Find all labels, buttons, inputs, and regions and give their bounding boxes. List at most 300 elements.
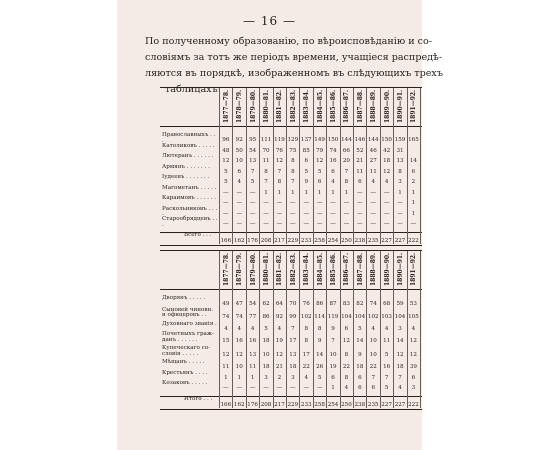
table-cell: —: [343, 210, 350, 217]
intro-line: таблицахъ:: [165, 84, 221, 95]
table-cell: 1: [331, 385, 335, 391]
column-divider: [326, 88, 327, 244]
table-cell: 50: [235, 147, 243, 154]
table-cell: 144: [341, 137, 352, 143]
table-cell: 114: [314, 313, 325, 320]
table-row: [160, 154, 422, 165]
column-divider: [326, 251, 327, 408]
row-label: Раскольниковъ . . . .: [162, 205, 218, 218]
table-cell: 7: [398, 374, 402, 381]
column-divider: [273, 88, 274, 244]
table-cell: 96: [222, 137, 230, 143]
column-divider: [232, 251, 233, 408]
table-cell: 1: [331, 189, 335, 196]
table-cell: 1: [237, 374, 242, 381]
table-cell: —: [410, 221, 417, 227]
table-cell: 162: [233, 237, 245, 244]
table-cell: 1: [304, 189, 309, 196]
table-cell: —: [370, 221, 377, 227]
table-cell: 13: [249, 158, 257, 164]
table-cell: 4: [344, 385, 349, 391]
table-cell: 3: [398, 325, 402, 332]
table-cell: 104: [394, 313, 406, 320]
row-label: Католиковъ . . . . .: [162, 142, 215, 149]
table-cell: 8: [277, 179, 282, 185]
table-cell: 16: [383, 364, 391, 370]
table-cell: —: [316, 385, 323, 391]
table-cell: 229: [287, 401, 299, 408]
table-cell: 119: [327, 313, 339, 320]
table-cell: —: [223, 210, 229, 217]
column-divider: [340, 251, 341, 408]
table-religion: [160, 87, 422, 246]
table-cell: 70: [289, 301, 297, 307]
table-cell: 9: [317, 338, 322, 344]
table-cell: 7: [250, 168, 255, 175]
table-cell: 235: [367, 401, 379, 408]
table-cell: 12: [409, 338, 417, 344]
table-cell: 7: [331, 338, 335, 344]
table-cell: 229: [287, 237, 299, 244]
table-cell: —: [249, 221, 256, 227]
table-cell: 227: [394, 237, 406, 244]
table-cell: 92: [275, 313, 283, 320]
table-cell: 5: [224, 179, 228, 185]
table-cell: 9: [331, 325, 335, 332]
table-cell: 22: [369, 364, 377, 370]
table-cell: 8: [344, 179, 349, 185]
table-cell: 18: [356, 364, 364, 370]
table-cell: 217: [274, 401, 285, 408]
table-cell: 11: [262, 158, 270, 164]
table-cell: 9: [304, 179, 309, 185]
table-cell: 11: [222, 364, 230, 370]
row-label: Лютеранъ . . . . . .: [162, 153, 214, 159]
table-cell: —: [330, 221, 336, 227]
table-cell: 18: [262, 364, 270, 370]
table-cell: 4: [411, 325, 416, 332]
table-cell: —: [276, 221, 283, 227]
table-cell: —: [223, 221, 229, 227]
column-divider: [393, 251, 394, 408]
table-cell: 14: [356, 338, 364, 344]
table-cell: 150: [381, 137, 392, 143]
table-cell: 5: [224, 168, 228, 175]
table-cell: 16: [329, 158, 337, 164]
column-divider: [313, 88, 314, 244]
table-cell: 2: [277, 374, 282, 381]
table-cell: —: [370, 200, 377, 206]
table-cell: 1: [291, 189, 295, 196]
column-divider: [407, 88, 408, 244]
table-cell: 6: [358, 374, 362, 381]
table-cell: 8: [344, 374, 349, 381]
column-divider: [393, 88, 394, 244]
column-divider: [232, 88, 233, 244]
table-cell: 1: [411, 200, 416, 206]
table-cell: —: [249, 200, 256, 206]
table-cell: 79: [316, 147, 324, 154]
row-label: Козаковъ . . . . .: [162, 380, 208, 386]
table-cell: 5: [384, 352, 389, 358]
table-cell: 22: [342, 364, 350, 370]
table-cell: 26: [316, 364, 324, 370]
table-cell: 165: [408, 137, 419, 143]
table-cell: 7: [371, 374, 376, 381]
table-cell: 4: [331, 179, 335, 185]
year-header: 1877—78.: [222, 252, 230, 286]
table-cell: 208: [260, 401, 272, 408]
table-cell: 7: [291, 325, 295, 332]
table-cell: 1: [250, 374, 255, 381]
table-cell: 105: [408, 313, 419, 320]
table-cell: 92: [235, 137, 243, 143]
table-cell: 150: [327, 137, 339, 143]
column-divider: [366, 88, 367, 244]
table-row: [160, 296, 422, 308]
table-cell: 6: [331, 374, 335, 381]
table-cell: 54: [249, 301, 257, 307]
table-cell: 149: [314, 137, 325, 143]
table-cell: —: [383, 221, 390, 227]
table-cell: 10: [235, 158, 243, 164]
year-header: 1888—89.: [370, 89, 378, 123]
table-cell: —: [263, 200, 269, 206]
year-header: 1891—92.: [410, 89, 418, 123]
table-cell: —: [236, 189, 243, 196]
table-cell: 250: [341, 401, 352, 408]
table-cell: —: [223, 385, 229, 391]
table-cell: 18: [383, 158, 391, 164]
table-cell: —: [383, 210, 390, 217]
year-header: 1890—91.: [397, 89, 404, 123]
table-cell: —: [343, 200, 350, 206]
table-cell: 129: [287, 137, 299, 143]
year-header: 1882—83.: [289, 89, 297, 123]
table-cell: 233: [300, 401, 312, 408]
table-cell: 14: [396, 338, 404, 344]
table-row: [160, 217, 422, 228]
year-header: 1878—79.: [236, 89, 244, 123]
row-label: Почетныхъ граж- данъ . . . . . .: [162, 331, 214, 343]
table-cell: 3: [291, 374, 295, 381]
total-row: [160, 396, 422, 409]
table-cell: 1: [317, 189, 322, 196]
table-cell: —: [370, 189, 377, 196]
table-cell: —: [276, 210, 283, 217]
column-divider: [353, 251, 354, 408]
table-cell: —: [290, 221, 296, 227]
table-cell: 95: [249, 137, 257, 143]
table-cell: —: [330, 210, 336, 217]
row-label: Духовнаго званія .: [162, 320, 217, 327]
row-label: Православныхъ . . .: [162, 132, 216, 144]
table-cell: 103: [381, 313, 392, 320]
table-cell: 48: [222, 147, 230, 154]
table-cell: 85: [302, 147, 310, 154]
table-cell: 254: [327, 401, 339, 408]
table-cell: —: [330, 200, 336, 206]
column-divider: [380, 251, 381, 408]
table-cell: 8: [304, 325, 309, 332]
table-cell: —: [357, 200, 363, 206]
table-cell: 4: [371, 179, 376, 185]
year-header: 1880—81.: [263, 252, 270, 286]
column-divider: [259, 88, 260, 244]
table-cell: —: [223, 200, 229, 206]
table-cell: 12: [275, 158, 283, 164]
table-cell: 6: [358, 179, 362, 185]
table-cell: 17: [289, 338, 297, 344]
table-cell: 11: [356, 168, 364, 175]
table-cell: 4: [224, 325, 228, 332]
year-header: 1886—87.: [343, 89, 351, 123]
table-cell: —: [303, 200, 310, 206]
table-cell: 146: [354, 137, 366, 143]
table-cell: 162: [233, 401, 245, 408]
table-cell: 70: [262, 147, 270, 154]
table-cell: 258: [314, 401, 325, 408]
table-row: [160, 360, 422, 371]
table-cell: 14: [316, 352, 324, 358]
table-cell: 222: [408, 237, 419, 244]
table-cell: 227: [381, 237, 392, 244]
table-cell: 10: [369, 352, 377, 358]
table-cell: 13: [289, 352, 297, 358]
table-estate: [160, 250, 422, 410]
table-cell: 1: [224, 374, 228, 381]
table-cell: 8: [398, 168, 402, 175]
row-label: Мѣщанъ . . . . .: [162, 359, 205, 365]
table-cell: 15: [222, 338, 230, 344]
table-cell: —: [236, 385, 243, 391]
table-cell: —: [357, 210, 363, 217]
table-cell: 74: [369, 301, 377, 307]
table-cell: 6: [371, 385, 376, 391]
table-row: [160, 381, 422, 392]
table-cell: 4: [250, 325, 255, 332]
table-cell: 16: [235, 338, 243, 344]
table-cell: 75: [289, 147, 297, 154]
year-header: 1878—79.: [236, 252, 244, 286]
table-cell: 99: [289, 313, 297, 320]
table-cell: 68: [383, 301, 391, 307]
table-cell: 6: [237, 168, 242, 175]
table-cell: —: [236, 210, 243, 217]
table-cell: 21: [356, 158, 364, 164]
table-cell: 12: [222, 352, 230, 358]
table-cell: 7: [277, 168, 282, 175]
table-cell: 4: [237, 325, 242, 332]
table-cell: 137: [300, 137, 312, 143]
table-cell: 5: [384, 385, 389, 391]
table-cell: 119: [274, 137, 285, 143]
table-cell: 5: [317, 374, 322, 381]
table-cell: 238: [354, 401, 366, 408]
table-cell: 250: [341, 237, 352, 244]
table-cell: —: [343, 221, 350, 227]
table-cell: 11: [369, 168, 377, 175]
table-cell: 6: [317, 179, 322, 185]
table-cell: 1: [277, 189, 282, 196]
year-header: 1889—90.: [383, 252, 391, 286]
table-cell: —: [249, 189, 256, 196]
table-cell: 6: [344, 325, 349, 332]
table-cell: 176: [247, 401, 258, 408]
table-cell: 222: [408, 401, 419, 408]
table-cell: 3: [411, 385, 416, 391]
total-row: [160, 232, 422, 245]
table-row: [160, 308, 422, 322]
table-cell: 6: [304, 158, 309, 164]
table-cell: 166: [220, 401, 232, 408]
table-cell: 52: [356, 147, 364, 154]
table-cell: 4: [371, 325, 376, 332]
table-cell: 208: [260, 237, 272, 244]
table-cell: 18: [262, 338, 270, 344]
table-cell: 21: [275, 364, 283, 370]
table-cell: 6: [411, 168, 416, 175]
column-divider: [259, 251, 260, 408]
table-cell: —: [383, 189, 390, 196]
table-cell: 6: [411, 374, 416, 381]
table-cell: 6: [331, 168, 335, 175]
table-cell: 4: [384, 325, 389, 332]
column-divider: [340, 88, 341, 244]
year-header: 1879—80.: [249, 89, 257, 123]
table-cell: 77: [249, 313, 257, 320]
column-divider: [353, 88, 354, 244]
table-cell: 238: [354, 237, 366, 244]
table-cell: 9: [358, 352, 362, 358]
row-label: Всего . . .: [184, 231, 212, 238]
table-cell: 74: [235, 313, 243, 320]
table-cell: 1: [344, 189, 349, 196]
book-page: [117, 0, 443, 450]
table-cell: 12: [222, 158, 230, 164]
intro-line: ляются въ порядкѣ, изображенномъ въ слѣдующихъ трехъ: [145, 68, 443, 79]
table-cell: 12: [275, 352, 283, 358]
table-cell: 76: [302, 301, 310, 307]
table-cell: 1: [264, 189, 268, 196]
table-cell: 10: [262, 352, 270, 358]
table-cell: 217: [274, 237, 285, 244]
intro-line: По полученному образованію, по вѣроисповѣданію и со-: [145, 36, 433, 47]
column-divider: [219, 251, 220, 408]
table-cell: 176: [247, 237, 258, 244]
row-label: Дворянъ . . . . .: [162, 295, 206, 301]
table-cell: 8: [304, 338, 309, 344]
year-header: 1883—84.: [303, 89, 311, 123]
table-cell: 10: [235, 364, 243, 370]
table-row: [160, 332, 422, 346]
table-cell: —: [249, 210, 256, 217]
table-cell: 8: [344, 352, 349, 358]
column-divider: [286, 251, 287, 408]
table-cell: 7: [291, 179, 295, 185]
table-cell: —: [290, 200, 296, 206]
table-cell: 144: [367, 137, 379, 143]
column-divider: [299, 251, 300, 408]
table-cell: 1: [411, 210, 416, 217]
table-cell: 4: [384, 179, 389, 185]
row-label: Сыновей чиновн. и офицеровъ . .: [162, 306, 213, 319]
table-cell: 8: [291, 158, 295, 164]
year-header: 1884—85.: [316, 252, 324, 286]
year-header: 1888—89.: [370, 252, 378, 286]
table-cell: 4: [277, 325, 282, 332]
table-cell: 12: [396, 352, 404, 358]
table-cell: —: [397, 200, 403, 206]
row-label: Крестьянъ . . . .: [162, 369, 208, 376]
table-cell: 86: [262, 313, 270, 320]
table-cell: 54: [249, 147, 257, 154]
table-cell: 5: [358, 325, 362, 332]
table-cell: 74: [222, 313, 230, 320]
table-cell: 49: [222, 301, 230, 307]
table-cell: 3: [264, 374, 268, 381]
table-cell: —: [316, 221, 323, 227]
table-cell: —: [236, 221, 243, 227]
year-header: 1889—90.: [383, 89, 391, 123]
table-row: [160, 196, 422, 207]
table-cell: 8: [264, 168, 268, 175]
table-cell: 42: [383, 147, 391, 154]
table-cell: —: [357, 189, 363, 196]
column-divider: [273, 251, 274, 408]
table-cell: 104: [354, 313, 366, 320]
page-number: — 16 —: [243, 14, 296, 28]
row-label: Купеческаго со- словія . . . . .: [162, 345, 211, 357]
row-label: Караимовъ . . . . . .: [162, 195, 217, 201]
table-cell: 17: [302, 352, 310, 358]
table-cell: 233: [300, 237, 312, 244]
table-cell: 227: [394, 401, 406, 408]
table-cell: 12: [383, 168, 391, 175]
table-cell: 5: [304, 168, 309, 175]
year-header: 1882—83.: [289, 252, 297, 286]
table-cell: —: [357, 221, 363, 227]
table-cell: 31: [396, 147, 404, 154]
table-cell: 82: [356, 301, 364, 307]
table-cell: 19: [275, 338, 283, 344]
table-cell: 12: [409, 352, 417, 358]
table-cell: 87: [329, 301, 337, 307]
table-cell: —: [370, 210, 377, 217]
table-cell: 27: [369, 158, 377, 164]
table-cell: —: [263, 385, 269, 391]
year-header: 1885—86.: [330, 252, 337, 286]
table-cell: 12: [342, 338, 350, 344]
table-cell: 18: [396, 364, 404, 370]
table-cell: 10: [329, 352, 337, 358]
year-header: 1885—86.: [330, 89, 337, 123]
table-cell: 7: [264, 179, 268, 185]
table-cell: 10: [369, 338, 377, 344]
column-divider: [366, 251, 367, 408]
table-cell: 5: [264, 325, 268, 332]
row-label: Магометанъ . . . . .: [162, 184, 217, 191]
table-cell: 12: [235, 352, 243, 358]
table-cell: —: [276, 385, 283, 391]
year-header: 1877—78.: [222, 89, 230, 123]
column-divider: [299, 88, 300, 244]
column-divider: [246, 88, 247, 244]
column-divider: [420, 88, 421, 244]
table-cell: 227: [381, 401, 392, 408]
row-label: Старообрядцевъ . . .: [162, 216, 218, 228]
table-row: [160, 175, 422, 186]
